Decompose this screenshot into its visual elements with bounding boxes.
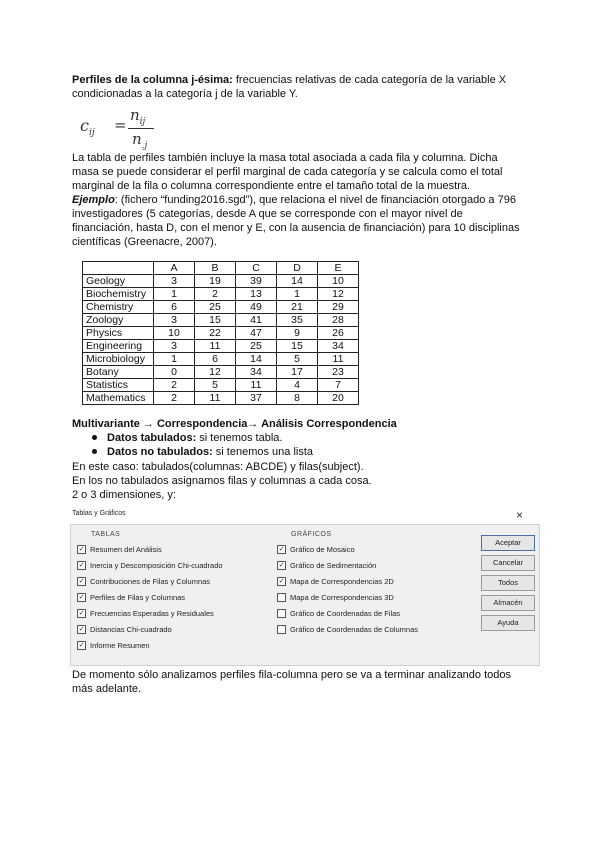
tables-checkbox-item[interactable] — [77, 561, 223, 571]
table-header-e: E — [318, 262, 359, 275]
checkbox-checked-icon[interactable]: ✓ — [278, 577, 285, 585]
tables-checkbox-item[interactable] — [77, 593, 185, 603]
table-cell: 3 — [154, 340, 195, 353]
table-cell: 11 — [195, 392, 236, 405]
formula-equals: = — [114, 116, 127, 134]
table-cell: 41 — [236, 314, 277, 327]
close-icon[interactable]: × — [516, 508, 524, 522]
checkbox-checked-icon[interactable]: ✓ — [278, 545, 285, 553]
intro-line-1 — [72, 73, 506, 87]
table-cell: 17 — [277, 366, 318, 379]
table-cell: 2 — [195, 288, 236, 301]
dialog-title: Tablas y Gráficos — [72, 510, 126, 517]
table-cell: 13 — [236, 288, 277, 301]
bullet-tabulated-bold: Datos tabulados: — [107, 432, 197, 444]
checkbox-unchecked-icon[interactable] — [277, 625, 286, 634]
row-label: Geology — [83, 275, 154, 288]
intro-heading: Perfiles de la columna j-ésima: — [72, 74, 233, 86]
table-cell: 21 — [277, 301, 318, 314]
bullet-dot — [92, 435, 97, 440]
table-cell: 37 — [236, 392, 277, 405]
graphs-section-header: GRÁFICOS — [291, 531, 332, 538]
intro-line-2: condicionadas a la categoría j de la variable Y. — [72, 88, 298, 100]
row-label: Engineering — [83, 340, 154, 353]
checkbox-label: Gráfico de Coordenadas de Filas — [290, 609, 401, 618]
tables-checkbox-item[interactable] — [77, 609, 214, 619]
table-cell: 12 — [195, 366, 236, 379]
dialog-panel — [70, 524, 540, 666]
fraction-bar — [128, 128, 154, 129]
checkbox-label: Informe Resumen — [90, 641, 150, 650]
row-label: Botany — [83, 366, 154, 379]
graphs-checkbox-item[interactable] — [277, 593, 394, 603]
para1-line-3: marginal de la fila o columna correspondiente entre el tamaño total de la muestra. — [72, 180, 471, 192]
store-button[interactable]: Almacén — [481, 595, 535, 611]
table-cell: 39 — [236, 275, 277, 288]
bullet-untabulated — [92, 445, 313, 459]
table-cell: 6 — [154, 301, 195, 314]
checkbox-label: Inercia y Descomposición Chi-cuadrado — [90, 561, 223, 570]
checkbox-label: Mapa de Correspondencias 3D — [290, 593, 394, 602]
checkbox-unchecked-icon[interactable] — [277, 593, 286, 602]
example-line-3: financiación, hasta D, con el menor y E, con la ausencia de financiación) para 10 disciplinas — [72, 222, 520, 234]
after-line-2: En los no tabulados asignamos filas y columnas a cada cosa. — [72, 475, 372, 487]
tables-graphs-dialog — [70, 508, 540, 666]
table-cell: 10 — [318, 275, 359, 288]
table-cell: 34 — [236, 366, 277, 379]
checkbox-label: Distancias Chi-cuadrado — [90, 625, 172, 634]
table-cell: 12 — [318, 288, 359, 301]
checkbox-label: Gráfico de Coordenadas de Columnas — [290, 625, 418, 634]
checkbox-checked-icon[interactable]: ✓ — [78, 561, 85, 569]
table-cell: 5 — [195, 379, 236, 392]
table-header-d: D — [277, 262, 318, 275]
checkbox-label: Frecuencias Esperadas y Residuales — [90, 609, 214, 618]
table-cell: 2 — [154, 379, 195, 392]
table-cell: 26 — [318, 327, 359, 340]
table-cell: 1 — [154, 288, 195, 301]
table-row — [83, 327, 359, 340]
table-row — [83, 353, 359, 366]
checkbox-label: Mapa de Correspondencias 2D — [290, 577, 394, 586]
tables-checkbox-item[interactable] — [77, 545, 162, 555]
example-label: Ejemplo — [72, 194, 115, 206]
accept-button[interactable]: Aceptar — [481, 535, 535, 551]
example-line-1-rest: : (fichero “funding2016.sgd”), que relaciona el nivel de financiación otorgado a 796 — [114, 194, 516, 206]
table-header-row — [83, 262, 359, 275]
checkbox-checked-icon[interactable]: ✓ — [78, 641, 85, 649]
example-line-4: científicas (Greenacre, 2007). — [72, 236, 217, 248]
bullet-tabulated — [92, 431, 282, 445]
table-header-c: C — [236, 262, 277, 275]
table-row — [83, 340, 359, 353]
para1-line-2: masa se puede considerar el perfil marginal de cada categoría y se calcula como el total — [72, 166, 503, 178]
checkbox-checked-icon[interactable]: ✓ — [78, 625, 85, 633]
table-row — [83, 275, 359, 288]
table-cell: 35 — [277, 314, 318, 327]
table-cell: 47 — [236, 327, 277, 340]
checkbox-label: Gráfico de Sedimentación — [290, 561, 377, 570]
table-cell: 14 — [277, 275, 318, 288]
table-cell: 28 — [318, 314, 359, 327]
table-cell: 0 — [154, 366, 195, 379]
help-button[interactable]: Ayuda — [481, 615, 535, 631]
formula-numerator: $n_{ij}$ — [130, 106, 146, 127]
table-header-corner — [83, 262, 154, 275]
table-row — [83, 301, 359, 314]
row-label: Chemistry — [83, 301, 154, 314]
row-label: Biochemistry — [83, 288, 154, 301]
checkbox-checked-icon[interactable]: ✓ — [278, 561, 285, 569]
example-line-2: investigadores (5 categorías, desde A que se corresponde con el mayor nivel de — [72, 208, 463, 220]
graphs-checkbox-item[interactable] — [277, 625, 418, 635]
checkbox-unchecked-icon[interactable] — [277, 609, 286, 618]
graphs-checkbox-item[interactable] — [277, 545, 355, 555]
after-line-1: En este caso: tabulados(columnas: ABCDE) y filas(subject). — [72, 461, 364, 473]
table-header-a: A — [154, 262, 195, 275]
bullet-dot — [92, 449, 97, 454]
table-cell: 29 — [318, 301, 359, 314]
table-cell: 49 — [236, 301, 277, 314]
after-line-3: 2 o 3 dimensiones, y: — [72, 489, 176, 501]
table-row — [83, 314, 359, 327]
bullet-untabulated-bold: Datos no tabulados: — [107, 446, 213, 458]
bullet-tabulated-rest: si tenemos tabla. — [196, 432, 283, 444]
table-cell: 11 — [318, 353, 359, 366]
table-row — [83, 392, 359, 405]
checkbox-checked-icon[interactable]: ✓ — [78, 609, 85, 617]
table-cell: 15 — [277, 340, 318, 353]
table-cell: 8 — [277, 392, 318, 405]
cancel-button[interactable]: Cancelar — [481, 555, 535, 571]
table-cell: 7 — [318, 379, 359, 392]
checkbox-checked-icon[interactable]: ✓ — [78, 593, 85, 601]
row-label: Statistics — [83, 379, 154, 392]
menu-path: Multivariante → Correspondencia→ Análisis Correspondencia — [72, 418, 397, 430]
table-cell: 10 — [154, 327, 195, 340]
checkbox-checked-icon[interactable]: ✓ — [78, 577, 85, 585]
table-cell: 15 — [195, 314, 236, 327]
row-label: Zoology — [83, 314, 154, 327]
table-cell: 23 — [318, 366, 359, 379]
table-row — [83, 379, 359, 392]
checkbox-label: Perfiles de Filas y Columnas — [90, 593, 186, 602]
tables-checkbox-item[interactable] — [77, 577, 210, 587]
funding-table — [82, 261, 359, 405]
table-cell: 19 — [195, 275, 236, 288]
checkbox-checked-icon[interactable]: ✓ — [78, 545, 85, 553]
graphs-checkbox-item[interactable] — [277, 609, 400, 619]
intro-line-1-rest: frecuencias relativas de cada categoría de la variable X — [232, 74, 507, 86]
table-cell: 20 — [318, 392, 359, 405]
table-cell: 2 — [154, 392, 195, 405]
closing-line-1: De momento sólo analizamos perfiles fila-columna pero se va a terminar analizando todos — [72, 669, 512, 681]
row-label: Microbiology — [83, 353, 154, 366]
table-cell: 5 — [277, 353, 318, 366]
row-label: Mathematics — [83, 392, 154, 405]
checkbox-label: Contribuciones de Filas y Columnas — [90, 577, 211, 586]
table-cell: 11 — [236, 379, 277, 392]
tables-checkbox-item[interactable] — [77, 625, 172, 635]
table-cell: 6 — [195, 353, 236, 366]
table-cell: 1 — [154, 353, 195, 366]
table-cell: 34 — [318, 340, 359, 353]
table-cell: 3 — [154, 275, 195, 288]
formula-lhs: $c_{ij}$ — [80, 116, 95, 139]
table-cell: 25 — [195, 301, 236, 314]
closing-line-2: más adelante. — [72, 683, 142, 695]
table-cell: 22 — [195, 327, 236, 340]
graphs-checkbox-item[interactable] — [277, 577, 394, 587]
table-row — [83, 366, 359, 379]
graphs-checkbox-item[interactable] — [277, 561, 376, 571]
table-row — [83, 288, 359, 301]
table-cell: 1 — [277, 288, 318, 301]
checkbox-label: Resumen del Análisis — [90, 545, 162, 554]
formula-denominator: $n_{.j}$ — [132, 130, 148, 151]
table-cell: 14 — [236, 353, 277, 366]
table-header-b: B — [195, 262, 236, 275]
example-line-1 — [72, 193, 516, 207]
table-cell: 25 — [236, 340, 277, 353]
table-cell: 11 — [195, 340, 236, 353]
table-cell: 4 — [277, 379, 318, 392]
tables-section-header: TABLAS — [91, 531, 121, 538]
row-label: Physics — [83, 327, 154, 340]
table-cell: 3 — [154, 314, 195, 327]
table-cell: 9 — [277, 327, 318, 340]
all-button[interactable]: Todos — [481, 575, 535, 591]
bullet-untabulated-rest: si tenemos una lista — [212, 446, 314, 458]
para1-line-1: La tabla de perfiles también incluye la masa total asociada a cada fila y columna. Dicha — [72, 152, 498, 164]
checkbox-label: Gráfico de Mosaico — [290, 545, 355, 554]
tables-checkbox-item[interactable] — [77, 641, 150, 651]
